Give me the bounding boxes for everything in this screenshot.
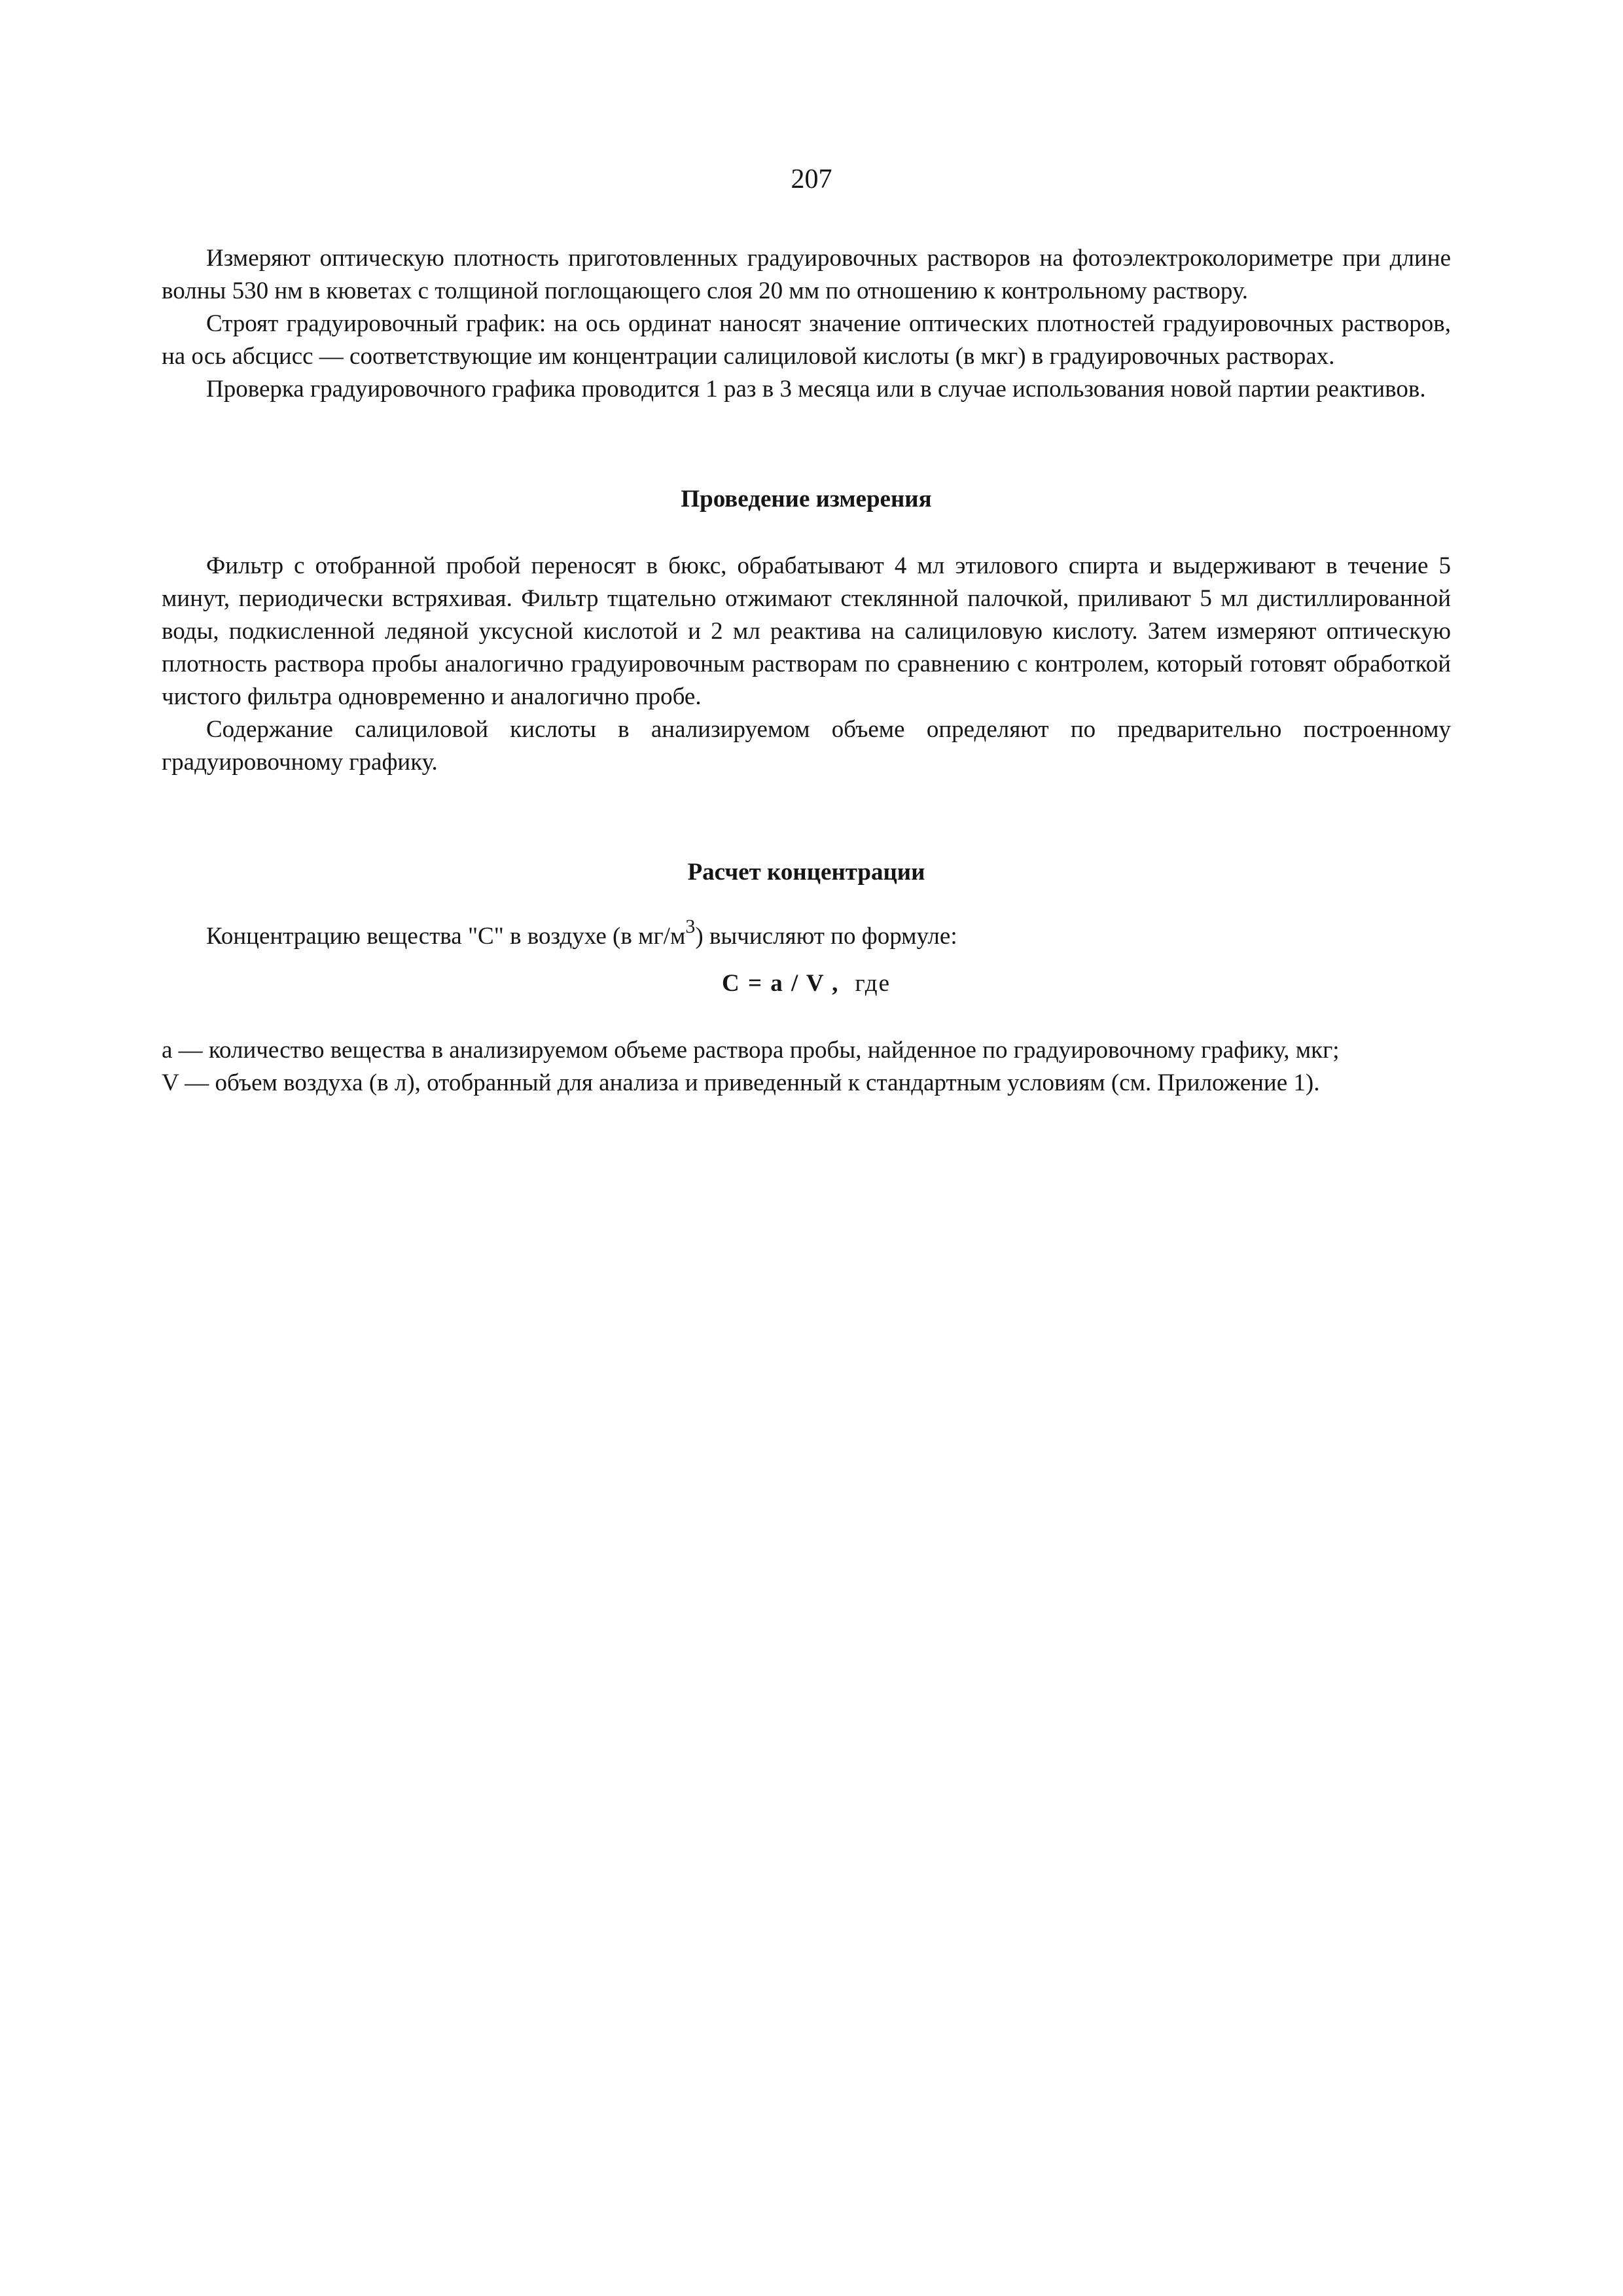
- page-number: 207: [791, 164, 832, 194]
- document-body: [162, 242, 1451, 1100]
- paragraph-measurement-procedure: Фильтр с отобранной пробой переносят в бюкс, обрабатывают 4 мл этилового спирта и выдерживают в течение 5 минут, периодически встряхивая. Фильтр тщательно отжимают стеклянной палочкой, приливают 5 мл дистиллированной воды, подкисленной ледяной уксусной кислотой и 2 мл реактива на салициловую кислоту. Затем измеряют оптическую плотность раствора пробы аналогично градуировочным растворам по сравнению с контролем, который готовят обработкой чистого фильтра одновременно и аналогично пробе.: [162, 552, 1451, 710]
- formula-where: где: [855, 970, 891, 997]
- definition-a: а — количество вещества в анализируемом объеме раствора пробы, найденное по градуировочному графику, мкг;: [162, 1037, 1340, 1064]
- paragraph-measure-optical-density: Измеряют оптическую плотность приготовленных градуировочных растворов на фотоэлектроколориметре при длине волны 530 нм в кюветах с толщиной поглощающего слоя 20 мм по отношению к контрольному раствору.: [162, 245, 1451, 304]
- paragraph-graph-check: Проверка градуировочного графика проводится 1 раз в 3 месяца или в случае использования новой партии реактивов.: [206, 376, 1426, 403]
- formula-intro-text: Концентрацию вещества "С" в воздухе (в мг/м: [206, 923, 686, 950]
- formula-expression: С = a / V ,: [721, 970, 840, 997]
- definition-v: V — объем воздуха (в л), отобранный для анализа и приведенный к стандартным условиям (см. Приложение 1).: [162, 1069, 1320, 1096]
- formula-intro: [162, 915, 1451, 953]
- section-heading-measurement: Проведение измерения: [681, 486, 932, 512]
- concentration-formula: [162, 967, 1451, 1000]
- paragraph-calibration-graph: Строят градуировочный график: на ось ординат наносят значение оптических плотностей градуировочных растворов, на ось абсцисс — соответствующие им концентрации салициловой кислоты (в мкг) в градуировочных растворах.: [162, 310, 1451, 370]
- section-heading-calculation: Расчет концентрации: [687, 859, 925, 886]
- formula-intro-text-end: ) вычисляют по формуле:: [695, 923, 957, 950]
- paragraph-content-determination: Содержание салициловой кислоты в анализируемом объеме определяют по предварительно построенному градуировочному графику.: [162, 716, 1451, 776]
- cubic-superscript: 3: [685, 915, 696, 937]
